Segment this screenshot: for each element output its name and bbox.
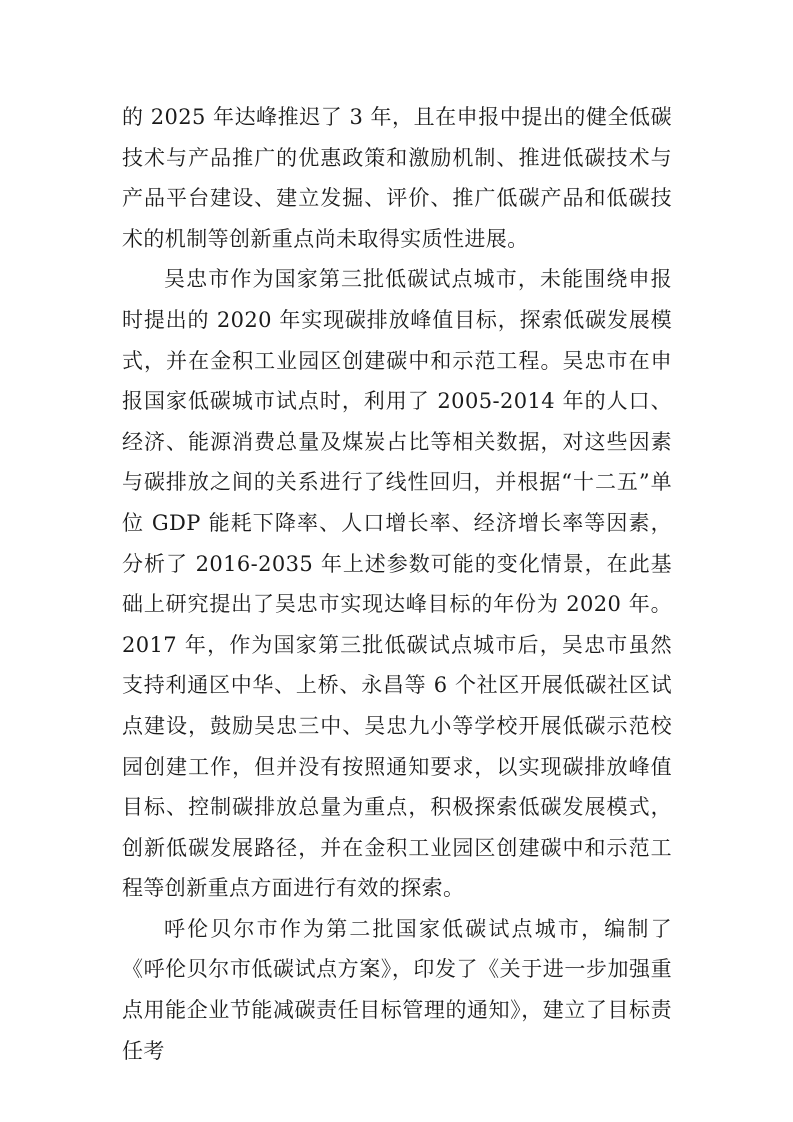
paragraph-hulunbuir: 呼伦贝尔市作为第二批国家低碳试点城市，编制了《呼伦贝尔市低碳试点方案》，印发了《关于进一步加强重点用能企业节能减碳责任目标管理的通知》，建立了目标责任考 <box>122 916 672 1063</box>
paragraph-wuzhong: 吴忠市作为国家第三批低碳试点城市，未能围绕申报时提出的 2020 年实现碳排放峰值目标，探索低碳发展模式，并在金积工业园区创建碳中和示范工程。吴忠市在申报国家低碳城市试点时，利用了 2005-2014 年的人口、经济、能源消费总量及煤炭占比等相关数据，对这些因素与碳排放之间的关系进行了线性回归，并根据“十二五”单位 GDP 能耗下降率、人口增长率、经济增长率等因素，分析了 2016-2035 年上述参数可能的变化情景，在此基础上研究提出了吴忠市实现达峰目标的年份为 2020 年。2017 年，作为国家第三批低碳试点城市后，吴忠市虽然支持利通区中华、上桥、永昌等 6 个社区开展低碳社区试点建设，鼓励吴忠三中、吴忠九小等学校开展低碳示范校园创建工作，但并没有按照通知要求，以实现碳排放峰值目标、控制碳排放总量为重点，积极探索低碳发展模式，创新低碳发展路径，并在金积工业园区创建碳中和示范工程等创新重点方面进行有效的探索。 <box>122 267 672 901</box>
paragraph-continuation: 的 2025 年达峰推迟了 3 年，且在申报中提出的健全低碳技术与产品推广的优惠政策和激励机制、推进低碳技术与产品平台建设、建立发掘、评价、推广低碳产品和低碳技术的机制等创新重点尚未取得实质性进展。 <box>122 105 672 251</box>
document-body <box>122 97 672 1071</box>
